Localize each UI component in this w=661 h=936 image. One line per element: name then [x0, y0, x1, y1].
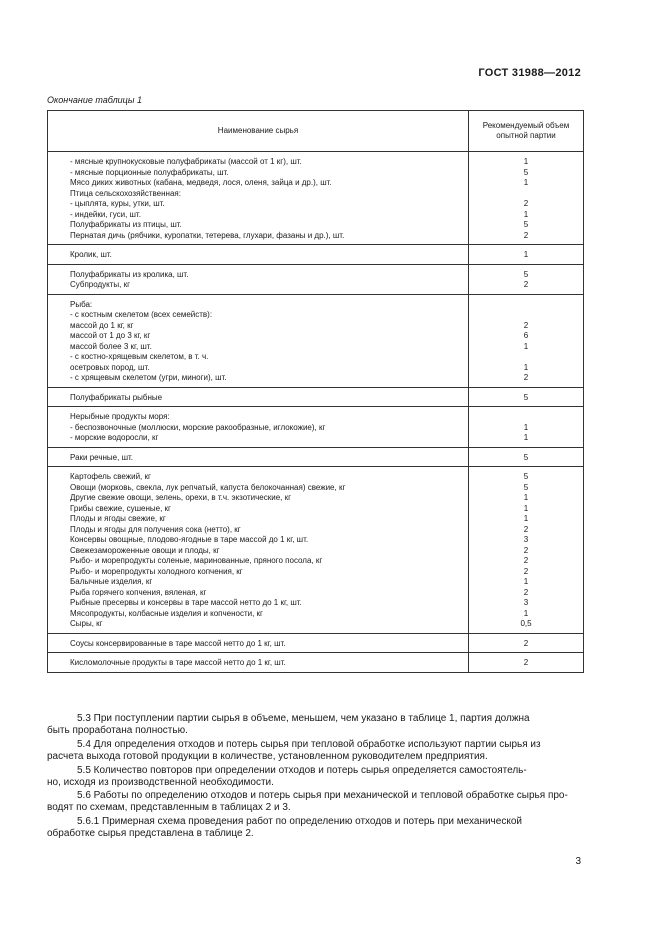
- volume-values-cell: [469, 633, 584, 653]
- volume-value: 1: [523, 209, 529, 219]
- raw-material-name: Полуфабрикаты из птицы, шт.: [70, 220, 182, 229]
- raw-material-name: Раки речные, шт.: [70, 452, 133, 462]
- page-number: 3: [575, 856, 581, 867]
- volume-value: 6: [523, 331, 529, 340]
- volume-value: 2: [523, 658, 529, 667]
- raw-material-name: - с костно-хрящевым скелетом, в т. ч.: [70, 352, 209, 361]
- table-row: [48, 294, 584, 387]
- raw-material-name: - беспозвоночные (моллюски, морские ракообразные, иглокожие), кг: [70, 422, 326, 432]
- paragraph-5-6: [47, 790, 584, 814]
- paragraph-line: 5.5 Количество повторов при определении отходов и потерь сырья определяется самостоятель-: [77, 765, 527, 776]
- volume-value: 2: [523, 587, 529, 597]
- volume-value: 2: [523, 638, 529, 648]
- volume-value: 1: [523, 157, 529, 166]
- raw-material-name: Свежезамороженные овощи и плоды, кг: [70, 545, 220, 555]
- raw-material-name: Рыбо- и морепродукты холодного копчения, кг: [70, 566, 243, 576]
- volume-values-cell: [469, 294, 584, 387]
- raw-material-names-cell: [48, 152, 469, 245]
- paragraph-5-3: [47, 713, 584, 737]
- paragraph-line: но, исходя из производственной необходимости.: [47, 777, 274, 789]
- paragraph-line: обработке сырья представлена в таблице 2.: [47, 828, 254, 840]
- volume-value: 1: [523, 433, 529, 442]
- paragraph-5-6-1: [47, 816, 584, 840]
- raw-material-name: массой от 1 до 3 кг, кг: [70, 331, 151, 340]
- paragraph-5-5: [47, 765, 584, 789]
- document-id: ГОСТ 31988—2012: [478, 67, 581, 79]
- raw-material-name: Рыба:: [70, 299, 93, 309]
- raw-material-name: Кисломолочные продукты в таре массой нетто до 1 кг, шт.: [70, 658, 286, 667]
- volume-value: 2: [523, 199, 529, 208]
- volume-values-cell: [469, 447, 584, 467]
- raw-material-names-cell: [48, 245, 469, 265]
- raw-material-name: массой до 1 кг, кг: [70, 320, 134, 330]
- volume-value: 2: [523, 320, 529, 330]
- volume-value: 5: [523, 220, 529, 229]
- volume-values-cell: [469, 467, 584, 634]
- paragraph-line: расчета выхода готовой продукции в количестве, установленном руководителем предприятия.: [47, 751, 488, 763]
- volume-value: 5: [523, 482, 529, 492]
- raw-material-name: - мясные порционные полуфабрикаты, шт.: [70, 167, 229, 177]
- raw-material-name: Мясо диких животных (кабана, медведя, лося, оленя, зайца и др.), шт.: [70, 178, 332, 187]
- paragraph-line: 5.3 При поступлении партии сырья в объеме, меньшем, чем указано в таблице 1, партия должна: [77, 713, 530, 724]
- volume-value: 1: [523, 493, 529, 502]
- raw-material-name: Субпродукты, кг: [70, 280, 131, 289]
- raw-material-name: Сыры, кг: [70, 619, 103, 628]
- table-row: [48, 447, 584, 467]
- table-caption: Окончание таблицы 1: [47, 95, 142, 105]
- paragraph-line: водят по схемам, представленным в таблицах 2 и 3.: [47, 802, 291, 814]
- raw-material-name: Полуфабрикаты рыбные: [70, 392, 163, 402]
- paragraph-line: 5.4 Для определения отходов и потерь сырья при тепловой обработке используют партии сырья из: [77, 739, 541, 750]
- volume-value: 0,5: [520, 619, 532, 628]
- volume-value: 2: [523, 524, 529, 534]
- raw-material-name: Кролик, шт.: [70, 250, 112, 259]
- paragraph-line: быть проработана полностью.: [47, 725, 188, 737]
- paragraph-5-4: [47, 739, 584, 763]
- raw-material-name: Плоды и ягоды свежие, кг: [70, 514, 166, 523]
- table-row: [48, 152, 584, 245]
- table-row: [48, 467, 584, 634]
- table-row: [48, 653, 584, 673]
- raw-material-name: Балычные изделия, кг: [70, 577, 153, 586]
- raw-material-name: - мясные крупнокусковые полуфабрикаты (массой от 1 кг), шт.: [70, 157, 302, 166]
- table-row: [48, 407, 584, 448]
- raw-material-names-cell: [48, 407, 469, 448]
- volume-value: 2: [523, 230, 529, 240]
- column-header-volume-line: Рекомендуемый объем: [482, 121, 570, 130]
- table-row: [48, 387, 584, 407]
- volume-value: 3: [523, 598, 529, 607]
- table-header-row: [48, 111, 584, 152]
- volume-value: 2: [523, 566, 529, 576]
- raw-material-name: осетровых пород, шт.: [70, 362, 150, 372]
- volume-value: 3: [523, 535, 529, 544]
- volume-values-cell: [469, 653, 584, 673]
- volume-values-cell: [469, 264, 584, 294]
- volume-values-cell: [469, 152, 584, 245]
- volume-value: [469, 310, 583, 321]
- raw-material-names-cell: [48, 387, 469, 407]
- raw-material-name: Рыба горячего копчения, вяленая, кг: [70, 587, 207, 597]
- raw-material-name: Полуфабрикаты из кролика, шт.: [70, 269, 189, 279]
- raw-material-names-cell: [48, 447, 469, 467]
- volume-value: 1: [523, 577, 529, 586]
- raw-material-name: Птица сельскохозяйственная:: [70, 188, 181, 198]
- raw-material-name: - цыплята, куры, утки, шт.: [70, 199, 165, 208]
- raw-material-name: массой более 3 кг, шт.: [70, 341, 152, 351]
- paragraph-line: 5.6.1 Примерная схема проведения работ по определению отходов и потерь при механической: [77, 816, 522, 827]
- raw-material-name: Плоды и ягоды для получения сока (нетто), кг: [70, 524, 241, 534]
- raw-material-name: Нерыбные продукты моря:: [70, 412, 170, 421]
- volume-value: 1: [523, 608, 529, 618]
- raw-material-name: Другие свежие овощи, зелень, орехи, в т.ч. экзотические, кг: [70, 493, 292, 502]
- raw-material-name: Соусы консервированные в таре массой нетто до 1 кг, шт.: [70, 638, 286, 648]
- volume-value: [469, 412, 583, 423]
- table-row: [48, 264, 584, 294]
- paragraph-line: 5.6 Работы по определению отходов и потерь сырья при механической и тепловой обработке сырья про-: [77, 790, 568, 801]
- column-header-name: Наименование сырья: [48, 111, 469, 152]
- volume-value: [469, 300, 583, 311]
- volume-value: 5: [523, 167, 529, 177]
- volume-value: 1: [523, 362, 529, 372]
- volume-value: 1: [523, 341, 529, 351]
- raw-material-name: Пернатая дичь (рябчики, куропатки, тетерева, глухари, фазаны и др.), шт.: [70, 230, 345, 240]
- raw-material-name: Рыбо- и морепродукты соленые, маринованные, пряного посола, кг: [70, 556, 323, 565]
- raw-material-name: - с хрящевым скелетом (угри, миноги), шт.: [70, 373, 227, 382]
- raw-material-name: Грибы свежие, сушеные, кг: [70, 503, 171, 513]
- volume-values-cell: [469, 387, 584, 407]
- raw-material-name: Овощи (морковь, свекла, лук репчатый, капуста белокочанная) свежие, кг: [70, 482, 346, 492]
- column-header-volume-line: опытной партии: [496, 131, 556, 140]
- volume-value: 5: [523, 269, 529, 279]
- volume-value: 1: [523, 503, 529, 513]
- raw-material-name: - морские водоросли, кг: [70, 433, 159, 442]
- table-row: [48, 633, 584, 653]
- table-row: [48, 245, 584, 265]
- volume-value: 5: [523, 452, 529, 462]
- raw-material-names-cell: [48, 264, 469, 294]
- volume-value: 2: [523, 545, 529, 555]
- volume-value: 1: [523, 422, 529, 432]
- raw-material-names-cell: [48, 467, 469, 634]
- raw-material-name: Картофель свежий, кг: [70, 472, 151, 481]
- volume-values-cell: [469, 245, 584, 265]
- raw-material-names-cell: [48, 294, 469, 387]
- column-header-volume: [469, 111, 584, 152]
- raw-material-names-cell: [48, 653, 469, 673]
- table-body: [48, 152, 584, 673]
- volume-value: 1: [523, 250, 529, 259]
- volume-value: 1: [523, 514, 529, 523]
- volume-value: 2: [523, 373, 529, 382]
- raw-material-names-cell: [48, 633, 469, 653]
- volume-value: [469, 189, 583, 200]
- raw-material-name: - индейки, гуси, шт.: [70, 209, 141, 219]
- volume-value: 2: [523, 556, 529, 565]
- volume-value: 5: [523, 472, 529, 481]
- volume-value: [469, 352, 583, 363]
- volume-value: 1: [523, 178, 529, 187]
- volume-values-cell: [469, 407, 584, 448]
- volume-value: 5: [523, 392, 529, 402]
- raw-material-name: Мясопродукты, колбасные изделия и копчености, кг: [70, 608, 263, 618]
- raw-material-name: - с костным скелетом (всех семейств):: [70, 310, 213, 319]
- raw-material-table: [47, 110, 584, 673]
- volume-value: 2: [523, 280, 529, 289]
- raw-material-name: Рыбные пресервы и консервы в таре массой нетто до 1 кг, шт.: [70, 598, 302, 607]
- raw-material-name: Консервы овощные, плодово-ягодные в таре массой до 1 кг, шт.: [70, 535, 309, 544]
